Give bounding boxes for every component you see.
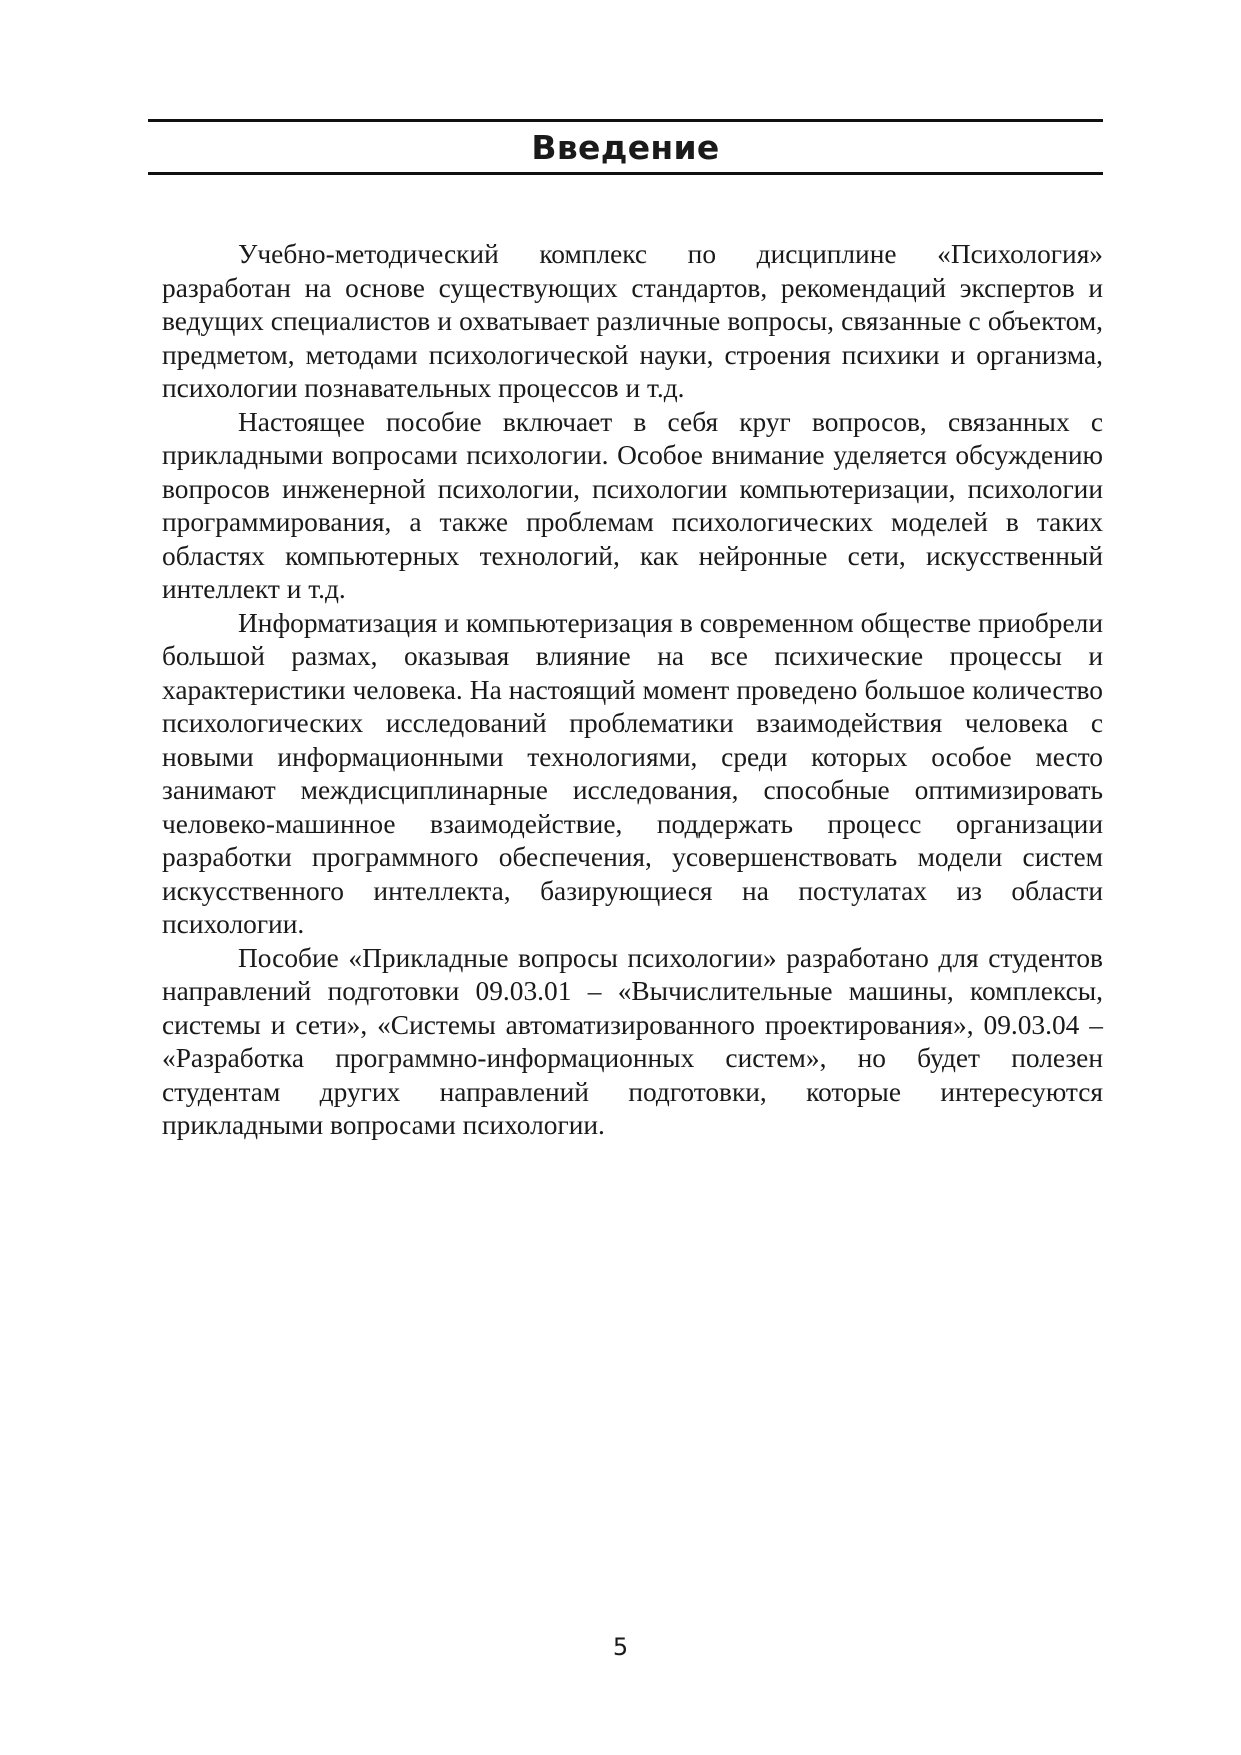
section-title: Введение [531,128,720,167]
paragraph-4: Пособие «Прикладные вопросы психологии» разработано для студентов направлений подготовки 09.03.01 – «Вычислительные машины, комплексы, системы и сети», «Системы автоматизированного проектирования», 09.03.04 – «Разработка программно-информационных систем», но будет полезен студентам других направлений подготовки, которые интересуются прикладными вопросами психологии. [162,942,1103,1140]
paragraph-2: Настоящее пособие включает в себя круг вопросов, связанных с прикладными вопросами психологии. Особое внимание уделяется обсуждению вопросов инженерной психологии, психологии компьютеризации, психологии программирования, а также проблемам психологических моделей в таких областях компьютерных технологий, как нейронные сети, искусственный интеллект и т.д. [162,406,1103,604]
paragraph-1: Учебно-методический комплекс по дисциплине «Психология» разработан на основе существующих стандартов, рекомендаций экспертов и ведущих специалистов и охватывает различные вопросы, связанные с объектом, предметом, методами психологической науки, строения психики и организма, психологии познавательных процессов и т.д. [162,239,1103,403]
paragraph-3: Информатизация и компьютеризация в современном обществе приобрели большой размах, оказывая влияние на все психические процессы и характеристики человека. На настоящий момент проведено большое количество психологических исследований проблематики взаимодействия человека с новыми информационными технологиями, среди которых особое место занимают междисциплинарные исследования, способные оптимизировать человеко-машинное взаимодействие, поддержать процесс организации разработки программного обеспечения, усовершенствовать модели систем искусственного интеллекта, базирующиеся на постулатах из области психологии. [162,607,1103,939]
body-text [162,238,1103,1143]
page-number: 5 [612,1633,629,1661]
section-heading-block [148,119,1103,175]
